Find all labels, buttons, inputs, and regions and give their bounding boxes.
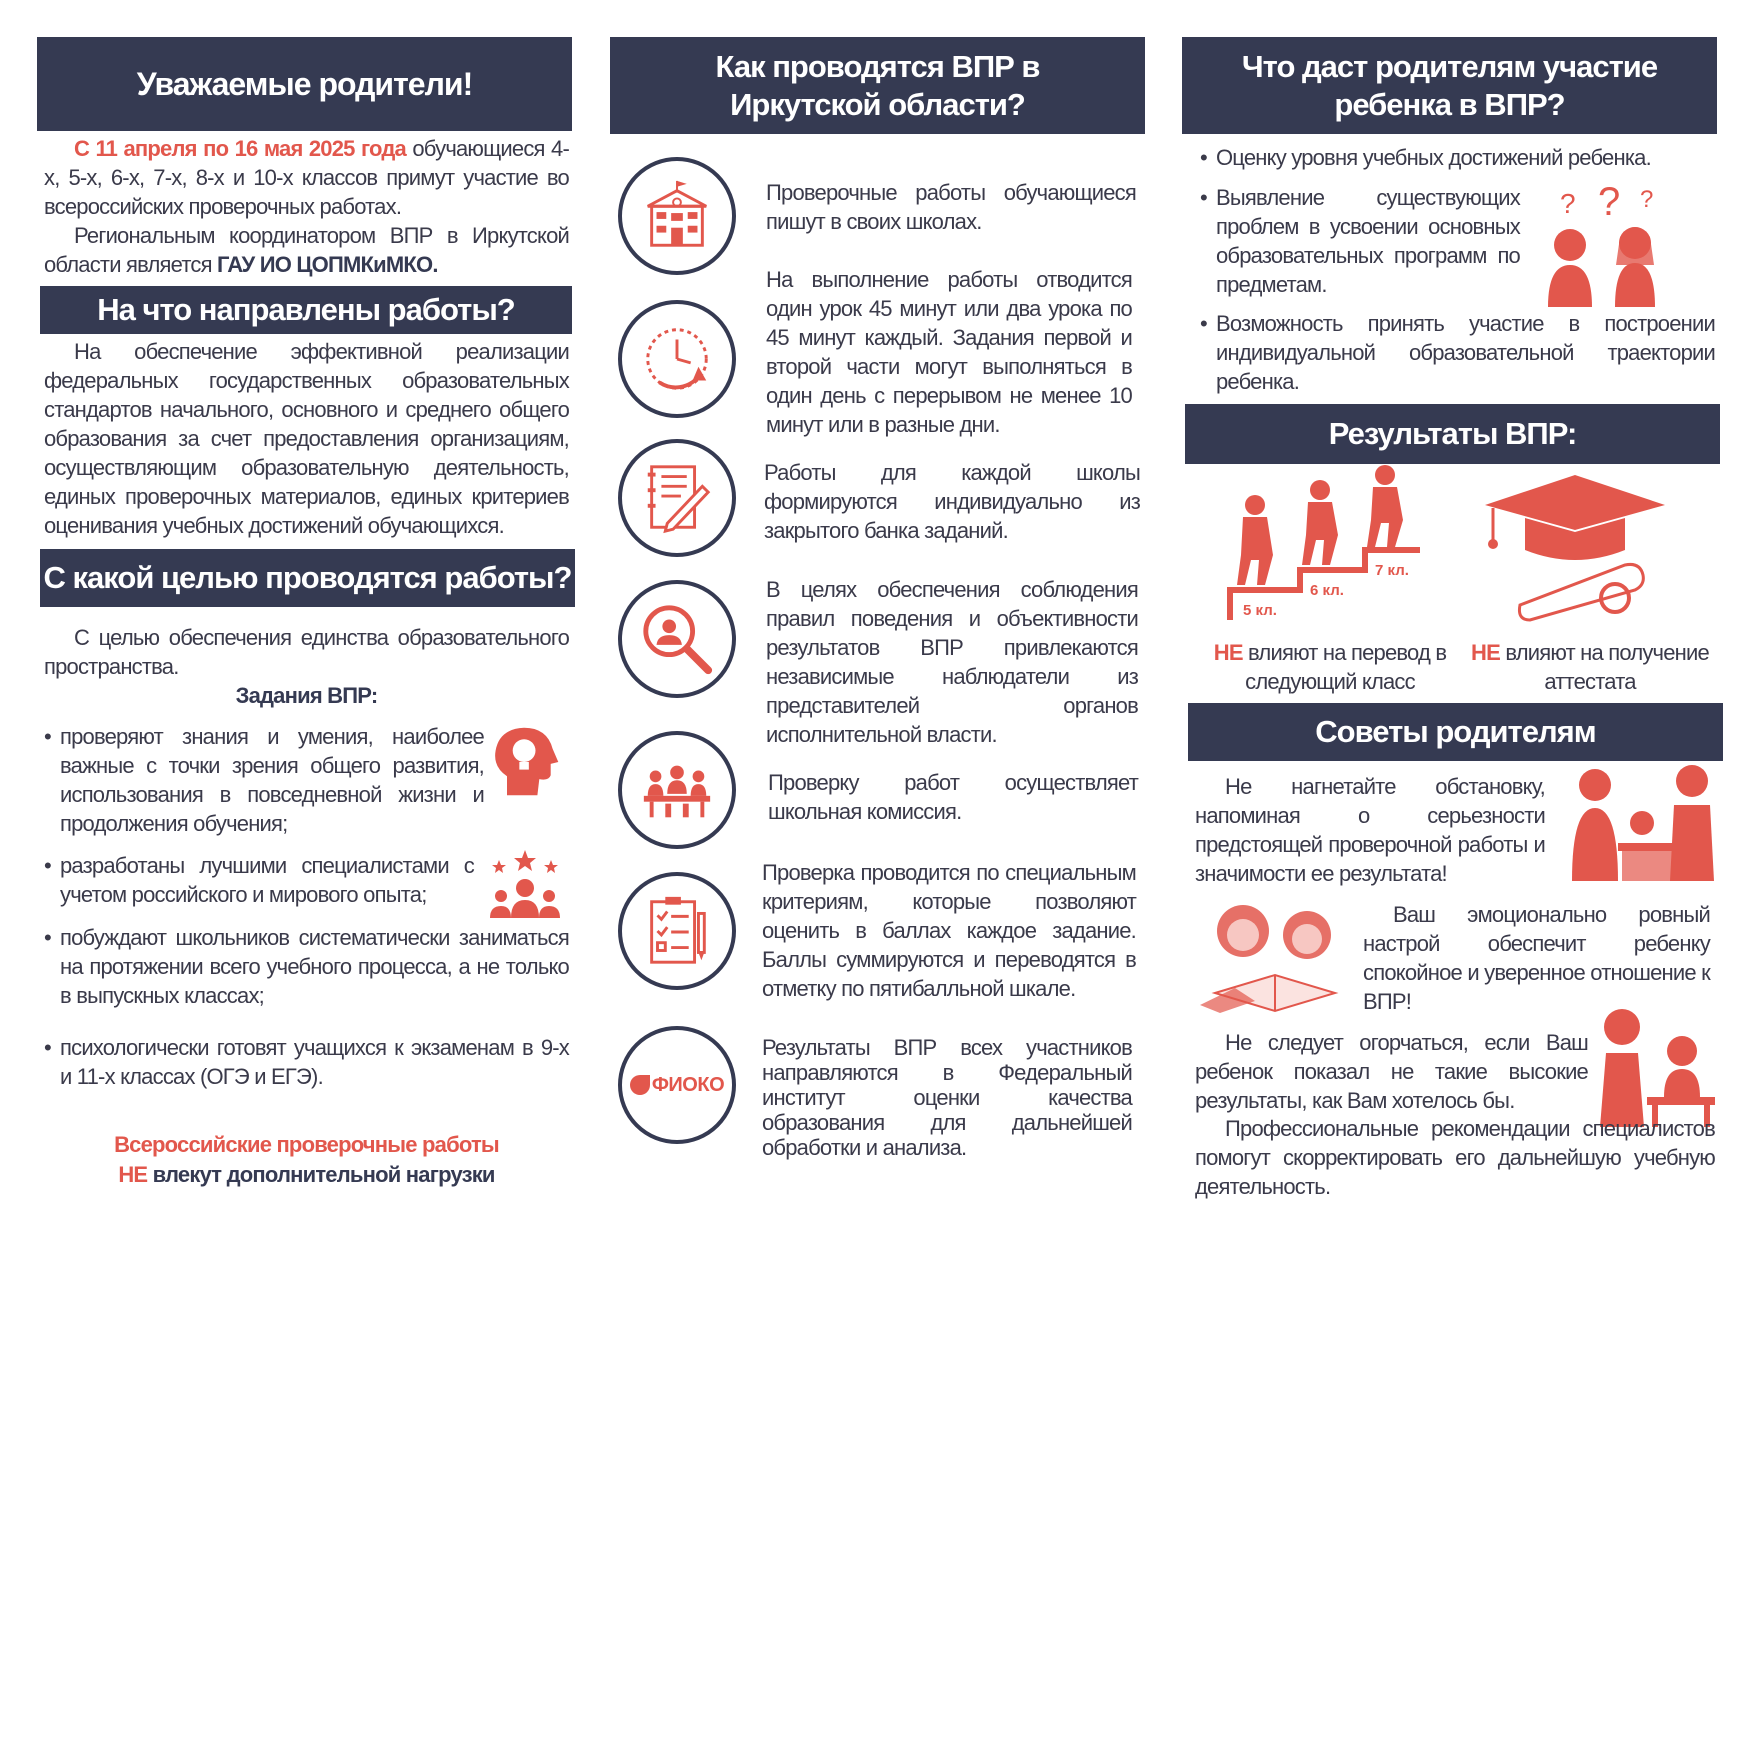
confused-parents-illustration: [1530, 185, 1680, 310]
stairs-students-illustration: [1225, 465, 1425, 625]
tip-4: Профессиональные рекомендации специалистов помогут скорректировать его дальнейшую учебную деятельность.: [1195, 1116, 1715, 1199]
header-aim: [40, 286, 572, 334]
coordinator-paragraph: [44, 221, 569, 279]
give-bullet-3: • Возможность принять участие в построении индивидуальной образовательной траектории ребенка.: [1200, 309, 1715, 396]
bullet-3: • побуждают школьников систематически заниматься на протяжении всего учебного процесса, а не только в выпускных классах;: [44, 923, 569, 1010]
tasks-title: Задания ВПР:: [235, 683, 378, 708]
step-5: 5 кл.: [1243, 602, 1277, 619]
step-6: 6 кл.: [1310, 582, 1344, 599]
intro-rest: обучающиеся 4-х, 5-х, 6-х, 7-х, 8-х и 10-х классов примут участие во всероссийских проверочных работах.: [44, 136, 569, 219]
header-dear-parents-text: Уважаемые родители!: [136, 65, 473, 102]
circle-magnifier: [618, 580, 736, 698]
result-1-ne: НЕ: [1213, 640, 1243, 665]
how-item-7: Результаты ВПР всех участников направляются в Федеральный институт оценки качества образования для дальнейшей обработки и анализа.: [762, 1035, 1132, 1160]
header-how-text: Как проводятся ВПР в Иркутской области?: [715, 49, 1040, 122]
aim-paragraph: На обеспечение эффективной реализации федеральных государственных образовательных стандартов начального, основного и среднего общего образования за счет предоставления организациям, осуществляющим образовательную деятельность, единых проверочных материалов, единых критериев оценивания учебных достижений обучающихся.: [44, 339, 569, 538]
bullet-2: • разработаны лучшими специалистами с учетом российского и мирового опыта;: [44, 851, 474, 909]
commission-icon: [638, 751, 716, 829]
svg-text:?: ?: [1598, 185, 1621, 224]
footer-line-1: Всероссийские проверочные работы: [114, 1132, 499, 1157]
result-2-text: влияют на получение аттестата: [1500, 640, 1709, 694]
magnifier-person-icon: [638, 600, 716, 678]
circle-document: [618, 439, 736, 557]
how-item-6: Проверка проводится по специальным критериям, которые позволяют оценить в баллах каждое задание. Баллы суммируются и переводятся в отметку по пятибалльной шкале.: [762, 860, 1136, 1001]
head-lightbulb-icon: [488, 722, 564, 802]
family-desk-illustration: [1560, 763, 1725, 883]
footer-note: [44, 1130, 569, 1190]
header-goal-text: С какой целью проводятся работы?: [43, 560, 572, 596]
give-bullet-2: • Выявление существующих проблем в усвоении основных образовательных программ по предметам.: [1200, 183, 1520, 299]
tip-2: Ваш эмоционально ровный настрой обеспечит ребенку спокойное и уверенное отношение к ВПР!: [1363, 902, 1710, 1014]
svg-text:?: ?: [1560, 188, 1576, 219]
step-7: 7 кл.: [1375, 562, 1409, 579]
svg-text:?: ?: [1640, 186, 1654, 213]
how-item-5: Проверку работ осуществляет школьная комиссия.: [768, 770, 1138, 824]
circle-school: [618, 157, 736, 275]
circle-fioko: [618, 1026, 736, 1144]
clock-icon: [638, 320, 716, 398]
circle-clock: [618, 300, 736, 418]
fioko-logo: [630, 1074, 724, 1097]
header-aim-text: На что направлены работы?: [97, 292, 515, 328]
circle-checklist: [618, 872, 736, 990]
coordinator-text: Региональным координатором ВПР в Иркутской области является: [44, 223, 569, 277]
intro-dates: С 11 апреля по 16 мая 2025 года: [74, 136, 406, 161]
intro-paragraph: [44, 134, 569, 221]
document-pen-icon: [638, 459, 716, 537]
result-2-ne: НЕ: [1471, 640, 1501, 665]
header-tips-text: Советы родителям: [1315, 714, 1596, 750]
result-2: [1460, 638, 1720, 696]
header-goal: [40, 549, 575, 607]
checklist-icon: [638, 892, 716, 970]
footer-ne: НЕ: [118, 1162, 148, 1187]
bullet-4: • психологически готовят учащихся к экзаменам в 9-х и 11-х классах (ОГЭ и ЕГЭ).: [44, 1033, 569, 1091]
result-1-text: влияют на перевод в следующий класс: [1242, 640, 1447, 694]
tip-1: Не нагнетайте обстановку, напоминая о серьезности предстоящей проверочной работы и значимости ее результата!: [1195, 774, 1545, 886]
header-give-text: Что даст родителям участие ребенка в ВПР?: [1241, 49, 1658, 122]
header-give: [1182, 37, 1717, 134]
kids-reading-illustration: [1195, 893, 1355, 1013]
fioko-logo-text: ФИОКО: [651, 1073, 725, 1096]
coordinator-org: ГАУ ИО ЦОПМКиМКО.: [217, 252, 438, 277]
header-results: [1185, 404, 1720, 464]
school-icon: [638, 177, 716, 255]
how-item-1: Проверочные работы обучающиеся пишут в своих школах.: [766, 180, 1136, 234]
graduation-cap-diploma-illustration: [1475, 470, 1675, 625]
header-tips: [1188, 703, 1723, 761]
how-item-3: Работы для каждой школы формируются индивидуально из закрытого банка заданий.: [764, 460, 1140, 543]
how-item-2: На выполнение работы отводится один урок 45 минут или два урока по 45 минут каждый. Задания первой и второй части могут выполняться в один день с перерывом не менее 10 минут или в разные дни.: [766, 267, 1132, 437]
how-item-4: В целях обеспечения соблюдения правил поведения и объективности результатов ВПР привлекаются независимые наблюдатели из представителей органов исполнительной власти.: [766, 577, 1138, 747]
header-how: [610, 37, 1145, 134]
circle-commission: [618, 731, 736, 849]
result-1: [1205, 638, 1455, 696]
mother-child-illustration: [1592, 1005, 1717, 1130]
tip-3: Не следует огорчаться, если Ваш ребенок показал не такие высокие результаты, как Вам хотелось бы.: [1195, 1030, 1588, 1113]
header-results-text: Результаты ВПР:: [1328, 416, 1577, 452]
header-dear-parents: [37, 37, 572, 131]
footer-line-2: влекут дополнительной нагрузки: [147, 1162, 495, 1187]
team-stars-icon: [485, 848, 565, 924]
goal-paragraph: С целью обеспечения единства образовательного пространства.: [44, 625, 569, 679]
give-bullet-1: • Оценку уровня учебных достижений ребенка.: [1200, 143, 1720, 172]
bullet-1: • проверяют знания и умения, наиболее важные с точки зрения общего развития, использования в повседневной жизни и продолжения обучения;: [44, 722, 484, 838]
